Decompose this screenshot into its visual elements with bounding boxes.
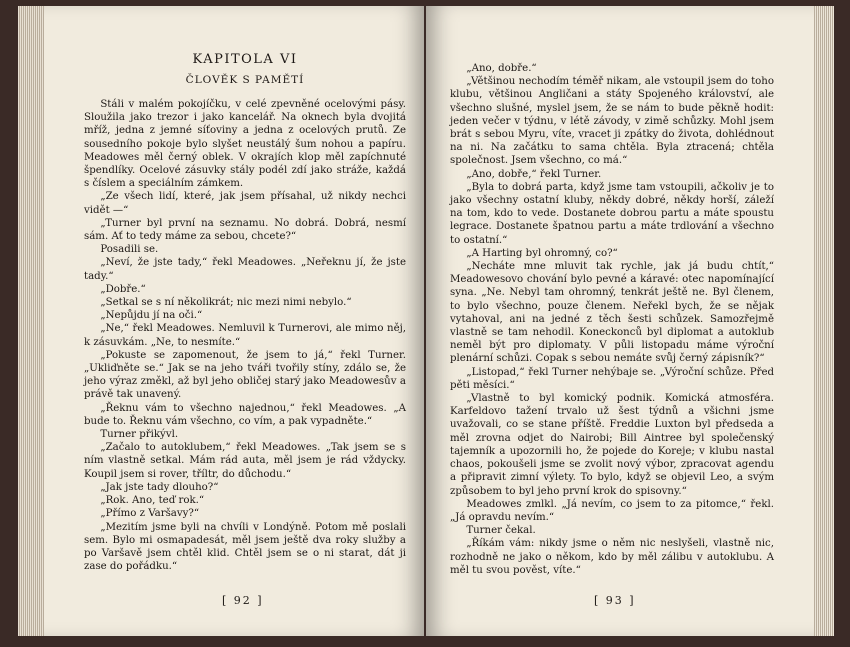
paragraph: „Pokuste se zapomenout, že jsem to já,“ řekl Turner. „Ukliďněte se.“ Jak se na jeho tváři tvořily stíny, zdálo se, že jeho výraz změkl, až byl jeho obličej starý jako Meadowesův a právě tak unavený. (84, 349, 406, 401)
paragraph: „Turner byl první na seznamu. No dobrá. Dobrá, nesmí sám. Ať to tedy máme za sebou, chcete?“ (84, 217, 406, 243)
left-page-text (84, 98, 406, 573)
page-number-right: [ 93 ] (594, 594, 636, 607)
page-number-left: [ 92 ] (222, 594, 264, 607)
paragraph: „Setkal se s ní několikrát; nic mezi nimi nebylo.“ (100, 297, 352, 309)
paragraph: „Říkám vám: nikdy jsme o něm nic neslyšeli, vlastně nic, rozhodně ne jako o někom, kdo by měl zálibu v autoklubu. A měl tu svou pověst, víte.“ (450, 538, 774, 576)
paragraph: „Listopad,“ řekl Turner nehýbaje se. „Výroční schůze. Před pěti měsíci.“ (450, 366, 774, 391)
right-page-text (450, 62, 774, 577)
paragraph: „Nepůjdu jí na oči.“ (100, 310, 203, 322)
right-page (426, 6, 814, 636)
paragraph: „Ne,“ řekl Meadowes. Nemluvil k Turnerovi, ale mimo něj, k zásuvkám. „Ne, to nesmíte.“ (84, 323, 406, 348)
paragraph: „Jak jste tady dlouho?“ (100, 481, 219, 493)
left-page (44, 6, 424, 636)
paragraph: „Necháte mne mluvit tak rychle, jak já budu chtít,“ Meadowesovo chování bylo pevné a káravé: otec napomínající syna. „Ne. Nebyl tam ohromný, tenkrát ještě ne. Byl členem, to bylo všechno, pouze členem. Neřekl bych, že se nějak vytahoval, ani na jedné z těch šesti schůzek. Samozřejmě vlastně se tam nehodil. Koneckonců byl diplomat a autoklub neměl být pro diplomaty. V půli listopadu máme výroční plenární schůzi. Copak s sebou nemáte svůj černý zápisník?“ (450, 261, 774, 365)
paragraph: „Vlastně to byl komický podnik. Komická atmosféra. Karfeldovo tažení trvalo už šest týdnů a všichni jsme uvažovali, co se stane příště. Freddie Luxton byl předseda a měl zrovna odjet do Nairobi; Bill Aintree byl společenský tajemník a upozornili ho, že pojede do Koreje; v klubu nastal chaos, pokoušeli jsme se zvolit nový výbor, zpracovat agendu a připravit zimní výlety. To bylo, když se objevil Leo, a svým způsobem to byl jeho první krok do spisovny.“ (450, 393, 774, 497)
paragraph: „Řeknu vám to všechno najednou,“ řekl Meadowes. „A bude to. Řeknu vám všechno, co vím, a pak vypadněte.“ (84, 402, 406, 427)
paragraph: „Přímo z Varšavy?“ (100, 508, 200, 520)
chapter-title: KAPITOLA VI (192, 52, 298, 67)
paragraph: Turner čekal. (466, 525, 536, 537)
paragraph: „Ano, dobře,“ řekl Turner. (466, 168, 602, 180)
paragraph: „Mezitím jsme byli na chvíli v Londýně. Potom mě poslali sem. Bylo mi osmapadesát, měl jsem ještě dva roky služby a po Varšavě jsem chtěl klid. Chtěl jsem se o ni starat, dát ji zase do pořádku.“ (84, 521, 406, 573)
paragraph: „Byla to dobrá parta, když jsme tam vstoupili, ačkoliv je to jako všechny ostatní kluby, někdy dobré, někdy horší, záleží na tom, kdo to vede. Dostanete dobrou partu a máte spoustu legrace. Dostanete špatnou partu a máte trdlování a všechno to ostatní.“ (450, 181, 774, 246)
page-edges-right (812, 6, 834, 636)
paragraph: „Většinou nechodím téměř nikam, ale vstoupil jsem do toho klubu, většinou Angličani a státy Spojeného království, ale všechno slušné, myslel jsem, že se nám to bude pěkně hodit: jeden večer v týdnu, v létě závody, v zimě schůzky. Mohl jsem brát s sebou Myru, víte, vracet ji zpátky do života, dohlédnout na ni. Na začátku to sama chtěla. Byla ztracená; chtěla společnost. Jsem všechno, co má.“ (450, 76, 774, 167)
paragraph: „Rok. Ano, teď rok.“ (100, 495, 205, 507)
paragraph: Meadowes zmlkl. „Já nevím, co jsem to za pitomce,“ řekl. „Já opravdu nevím.“ (450, 498, 774, 523)
paragraph: Stáli v malém pokojíčku, v celé zpevněné ocelovými pásy. Sloužila jako trezor i jako kancelář. Na oknech byla dvojitá mříž, jedna z jemné síťoviny a jedna z ocelových prutů. Ze sousedního pokoje bylo slyšet neustálý šum nohou a papíru. Meadowes měl černý oblek. V okrajích klop měl zapíchnuté špendlíky. Ocelové zásuvky stály podél zdí jako stráže, každá s číslem a speciálním zámkem. (84, 99, 406, 190)
paragraph: „A Harting byl ohromný, co?“ (466, 247, 618, 259)
paragraph: „Dobře.“ (100, 283, 146, 295)
paragraph: „Začalo to autoklubem,“ řekl Meadowes. „Tak jsem se s ním vlastně setkal. Mám rád auta, měl jsem je rád vždycky. Koupil jsem si rover, tříltr, do důchodu.“ (84, 442, 406, 480)
chapter-subtitle: ČLOVĚK S PAMĚTÍ (185, 74, 305, 86)
paragraph: „Neví, že jste tady,“ řekl Meadowes. „Neřeknu jí, že jste tady.“ (84, 257, 406, 282)
paragraph: „Ze všech lidí, které, jak jsem přísahal, už nikdy nechci vidět —“ (84, 191, 406, 216)
paragraph: „Ano, dobře.“ (466, 63, 537, 74)
paragraph: Turner přikývl. (100, 429, 179, 441)
paragraph: Posadili se. (100, 244, 159, 256)
